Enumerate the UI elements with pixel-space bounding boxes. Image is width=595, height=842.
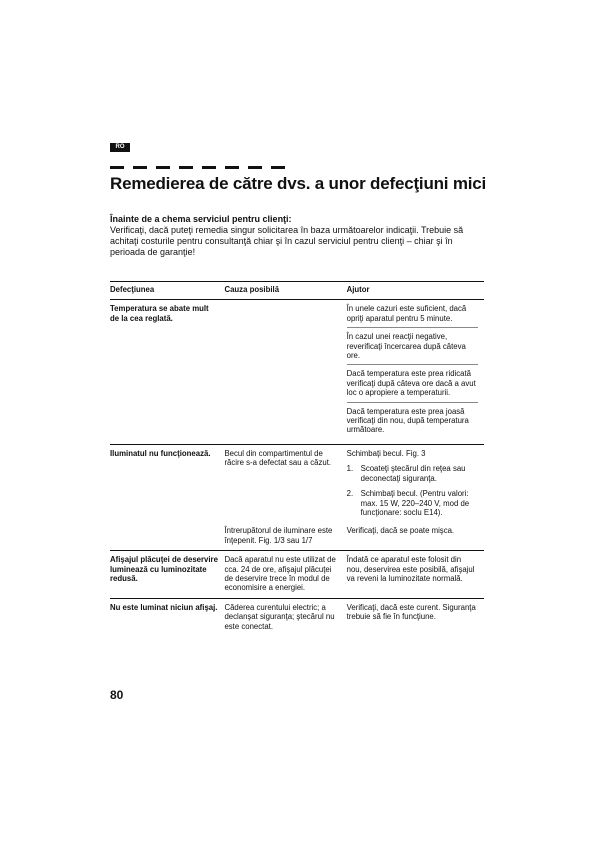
table-row [110, 522, 484, 550]
defect-cell [110, 522, 224, 550]
solution-cell [347, 444, 484, 522]
table-header-row [110, 282, 484, 300]
step-number: 1. [346, 464, 354, 474]
language-badge: RO [110, 143, 130, 152]
defect-cell: Nu este luminat niciun afişaj. [110, 598, 224, 636]
solution-cell: Verificaţi, dacă este curent. Siguranţa trebuie să fie în funcţiune. [347, 598, 484, 636]
solution-cell: Verificaţi, dacă se poate mişca. [346, 526, 455, 536]
table-row [110, 444, 484, 522]
troubleshooting-table [110, 281, 484, 636]
header-solution: Ajutor [347, 282, 484, 300]
intro-paragraph: Verificaţi, dacă puteţi remedia singur solicitarea în baza următoarelor indicaţii. Trebuie să achitaţi costurile pentru consultanţă chiar şi în cazul serviciul pentru clienţi – chiar şi în perioada de garanţie! [110, 225, 464, 257]
step-number: 2. [346, 489, 354, 499]
step-text: Scoateţi ştecărul din reţea sau deconectaţi siguranţa. [360, 464, 466, 483]
cause-cell: Becul din compartimentul de răcire s-a defectat sau a căzut. [224, 444, 346, 522]
intro-block [110, 214, 490, 258]
solution-cell: Îndată ce aparatul este folosit din nou, deservirea este posibilă, afişajul va reveni la luminozitate normală. [347, 551, 484, 599]
defect-cell: Temperatura se abate mult de la cea reglată. [110, 304, 209, 323]
table-row [110, 551, 484, 599]
step-text: Schimbaţi becul. (Pentru valori: max. 15 W, 220–240 V, mod de funcţionare: soclu E14). [360, 489, 470, 517]
solution-item: Dacă temperatura este prea joasă verificaţi din nou, după temperatura următoare. [346, 406, 469, 435]
table-row [110, 300, 484, 444]
defect-cell: Iluminatul nu funcţionează. [110, 444, 224, 522]
cause-cell: Căderea curentului electric; a declanşat siguranţa; ştecărul nu este conectat. [224, 598, 346, 636]
table-row [110, 598, 484, 636]
header-defect: Defecţiunea [110, 282, 224, 300]
cause-cell: Întrerupătorul de iluminare este înţepenit. Fig. 1/3 sau 1/7 [224, 526, 333, 545]
section-divider-dashes [110, 166, 290, 170]
defect-cell: Afişajul plăcuţei de deservire luminează cu luminozitate redusă. [110, 551, 224, 599]
solution-item: În cazul unei reacţii negative, reverificaţi încercarea după câteva ore. [347, 332, 478, 365]
page-number: 80 [110, 688, 124, 702]
cause-cell [224, 300, 346, 444]
solution-step [347, 464, 478, 483]
intro-lead: Înainte de a chema serviciul pentru clienţi: [110, 214, 292, 224]
solution-item: În unele cazuri este suficient, dacă opriţi aparatul pentru 5 minute. [347, 304, 478, 328]
page-title: Remedierea de către dvs. a unor defecţiuni mici [110, 174, 487, 193]
solution-cell [347, 300, 484, 444]
solution-item: Dacă temperatura este prea ridicată verificaţi după câteva ore dacă a avut loc o apropiere a temperaturii. [347, 369, 478, 402]
cause-cell: Dacă aparatul nu este utilizat de cca. 24 de ore, afişajul plăcuţei de deservire trece în modul de economisire a energiei. [224, 551, 346, 599]
header-cause: Cauza posibilă [224, 282, 346, 300]
solution-step [347, 489, 478, 517]
solution-item: Schimbaţi becul. Fig. 3 [346, 448, 426, 458]
